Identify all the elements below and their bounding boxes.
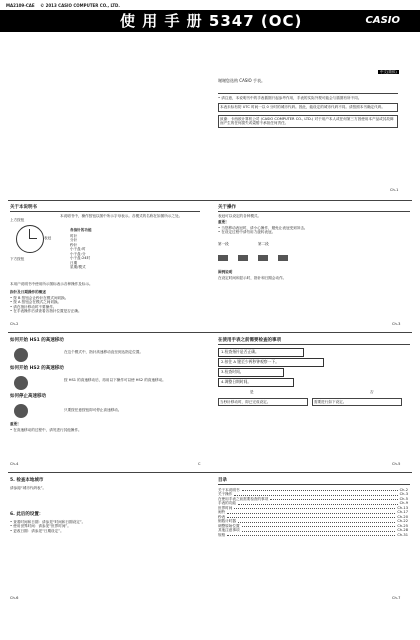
toc-label: 世界时间 bbox=[218, 505, 233, 510]
crown-step-1-icon bbox=[218, 255, 228, 261]
toc-page: Ch-5 bbox=[399, 496, 408, 501]
toc-label: 其他注意事项 bbox=[218, 528, 240, 533]
bullet: • 使用世界时间：请参见“世界时间”。 bbox=[10, 524, 71, 529]
label-upper-button: 上方按钮 bbox=[10, 218, 25, 222]
bullet: • 请在指针移动时不要操作。 bbox=[10, 304, 57, 309]
check-title: 在使用手表之前需要检查的事项 bbox=[218, 338, 281, 343]
about-text: 本说明书中，操作按钮以图中所示字母表示。各模式的名称在如图所示之处。 bbox=[60, 214, 183, 218]
toc-page: Ch-17 bbox=[397, 510, 408, 515]
bullet: • 在手表操作后请查看各指针位置是否正确。 bbox=[10, 309, 82, 314]
toc-label: 规格 bbox=[218, 532, 226, 537]
legend-item: 小于盘:24时 bbox=[70, 256, 91, 261]
crown-important: 重要！ bbox=[218, 220, 229, 224]
step-1-label: 第一段 bbox=[218, 242, 229, 246]
toc-label: 关于本说明书 bbox=[218, 488, 240, 492]
intro-para-1: • 请注意，本说明书中的手表插图只起参考作用，手表的实际外观可能会与插图有所不同。 bbox=[218, 95, 362, 100]
page-number: Ch-6 bbox=[10, 596, 19, 600]
about-title: 关于本说明书 bbox=[10, 205, 37, 210]
toc-page: Ch-13 bbox=[397, 505, 408, 510]
notes-bullets bbox=[10, 520, 200, 533]
divider bbox=[8, 332, 412, 333]
crown-bullets bbox=[218, 226, 408, 235]
flow-no: 否 bbox=[370, 390, 374, 394]
mode-2-desc: 按 HS1 的高速移动后，再用以下操作可以使 HS2 的高速移动。 bbox=[64, 378, 166, 382]
mode-1-desc: 在这个模式中，指针高速移动直至到达指定位置。 bbox=[64, 350, 144, 354]
page-number: Ch-2 bbox=[10, 322, 19, 326]
brand-logo: CASIO bbox=[365, 15, 400, 26]
toc-title: 目录 bbox=[218, 478, 227, 483]
notes-sub-title: 6. 此后的设置： bbox=[10, 512, 44, 517]
crown-sub: 图例说明 bbox=[218, 270, 233, 274]
bullet: • 查看时间和日期：请参见“时间和日期设定”。 bbox=[10, 520, 86, 524]
legend-title: 各指针的功能 bbox=[70, 228, 92, 232]
toc-row[interactable] bbox=[218, 533, 408, 537]
mode-note: • 在高速移动的过程中，请勿进行其他操作。 bbox=[10, 428, 82, 432]
toc-label: 在使用手表之前需要检查的事项 bbox=[218, 496, 269, 501]
divider bbox=[218, 484, 410, 485]
intro-thanks: 谢谢您选购 CASIO 手表。 bbox=[218, 78, 265, 83]
flow-note-1: 当秒针移动时，即已完成设定。 bbox=[218, 398, 308, 406]
toc-page: Ch-20 bbox=[397, 514, 408, 519]
overview-bullets bbox=[10, 296, 200, 314]
watch-icon bbox=[14, 376, 28, 390]
page-number: Ch-3 bbox=[392, 322, 401, 326]
check-step: 2.按住 A 键至少两秒钟观察一下。 bbox=[218, 358, 324, 367]
page-title: 使 用 手 册 5347 (OC) bbox=[120, 12, 303, 30]
toc-page: Ch-3 bbox=[399, 492, 408, 497]
flow-yes: 是 bbox=[250, 390, 254, 394]
legend-item: 小于盘:时 bbox=[70, 247, 86, 252]
page-number: Ch-5 bbox=[392, 462, 401, 466]
mode-3-title: 如何停止高速移动 bbox=[10, 394, 46, 399]
crown-sub-text: 在设定时间和显示时，指针和日期会动作。 bbox=[218, 276, 287, 280]
about-footnote: 本用户说明书中使用所示图标表示各种操作及标示。 bbox=[10, 282, 93, 286]
flow-note-2: 需要进行如下设定。 bbox=[312, 398, 402, 406]
bullet: • 在设定过程中请勿用力旋转表冠。 bbox=[218, 230, 276, 235]
watch-icon bbox=[14, 348, 28, 362]
crown-step-1b-icon bbox=[238, 255, 248, 261]
crown-title: 关于操作 bbox=[218, 205, 236, 210]
intro-para-2: 本表未标有防 UTC 时间一以 0 分时的城市代码。因此，能设定的城市代码不同。请按照本书确定代码。 bbox=[218, 103, 398, 111]
bullet: • 更改日期：请参见“日期设定”。 bbox=[10, 528, 64, 533]
model-code: MA2109-CAE bbox=[6, 3, 35, 8]
page-marker: C bbox=[198, 462, 201, 466]
toc-page: Ch-9 bbox=[399, 501, 408, 506]
mode-2-title: 如何开始 HS2 的高速移动 bbox=[10, 366, 64, 371]
mode-important: 重要！ bbox=[10, 422, 21, 426]
step-2-label: 第二段 bbox=[258, 242, 269, 246]
crown-step-2b-icon bbox=[278, 255, 288, 261]
label-lower-button: 下方按钮 bbox=[10, 257, 25, 261]
intro-section bbox=[218, 78, 398, 128]
bullet: • 按 A 按钮会在模式之间切换。 bbox=[10, 300, 62, 305]
check-step: 1.检查指针是否正确。 bbox=[218, 348, 304, 357]
bullet: • 当您移动表冠时，请小心操作，避免让表冠受到冲击。 bbox=[218, 226, 308, 230]
toc-page: Ch-22 bbox=[397, 519, 408, 524]
crown-text: 表冠可以设定的各种模式。 bbox=[218, 214, 262, 218]
label-crown: 表冠 bbox=[44, 236, 52, 240]
mode-3-desc: 只要按任意按钮即可停止高速移动。 bbox=[64, 408, 122, 412]
watch-icon bbox=[14, 404, 28, 418]
toc-label: 秒表 bbox=[218, 514, 226, 519]
title-bar bbox=[0, 10, 420, 32]
language-tag: 中文(简体) bbox=[380, 70, 397, 74]
check-step: 3.检查时间。 bbox=[218, 368, 284, 377]
legend-item: 秒针 bbox=[70, 242, 78, 247]
toc-page: Ch-25 bbox=[397, 523, 408, 528]
legend-item: 星期/模式 bbox=[70, 265, 86, 270]
overview-title: 指针及日期操作的概述 bbox=[10, 290, 46, 294]
bullet: • 按 B 按钮会让秒针在模式间切换。 bbox=[10, 296, 69, 300]
notes-text: 请参阅“城市代码表”。 bbox=[10, 486, 47, 490]
intro-para-3: 致谢：卡西欧计算机公司 (CASIO COMPUTER CO., LTD.) 对于用户本人或任何第三方因使用本产品或其故障而产生的任何损失或索赔不承担任何责任。 bbox=[218, 115, 398, 128]
toc-page: Ch-28 bbox=[397, 528, 408, 533]
divider bbox=[8, 472, 412, 473]
toc-page: Ch-2 bbox=[399, 488, 408, 492]
toc-label: 调整原始位置 bbox=[218, 523, 240, 528]
watch-diagram bbox=[16, 225, 44, 253]
legend-item: 小于盘:分 bbox=[70, 251, 86, 256]
page-number: Ch-1 bbox=[390, 188, 399, 192]
page-number: Ch-4 bbox=[10, 462, 19, 466]
divider bbox=[10, 211, 200, 212]
toc-label: 手表的功能 bbox=[218, 501, 236, 506]
legend-item: 分针 bbox=[70, 238, 78, 243]
toc-label: 倒数计时器 bbox=[218, 519, 236, 524]
header-bar bbox=[6, 3, 120, 8]
mode-1-title: 如何开始 HS1 的高速移动 bbox=[10, 338, 64, 343]
divider bbox=[8, 200, 412, 201]
copyright: © 2013 CASIO COMPUTER CO., LTD. bbox=[40, 3, 120, 8]
toc-page: Ch-31 bbox=[397, 532, 408, 537]
toc-list bbox=[218, 488, 408, 537]
divider bbox=[218, 93, 398, 94]
notes-title: 5. 检查本地城市 bbox=[10, 478, 44, 483]
divider bbox=[218, 211, 410, 212]
toc-label: 闹铃 bbox=[218, 510, 226, 515]
legend-item: 时针 bbox=[70, 234, 78, 238]
crown-step-2-icon bbox=[258, 255, 268, 261]
page-number: Ch-7 bbox=[392, 596, 401, 600]
legend-item: 日期 bbox=[70, 260, 78, 265]
toc-label: 关于操作 bbox=[218, 492, 233, 497]
check-step: 4.调整日期时间。 bbox=[218, 378, 294, 387]
legend-list bbox=[70, 234, 90, 270]
divider bbox=[218, 344, 410, 345]
